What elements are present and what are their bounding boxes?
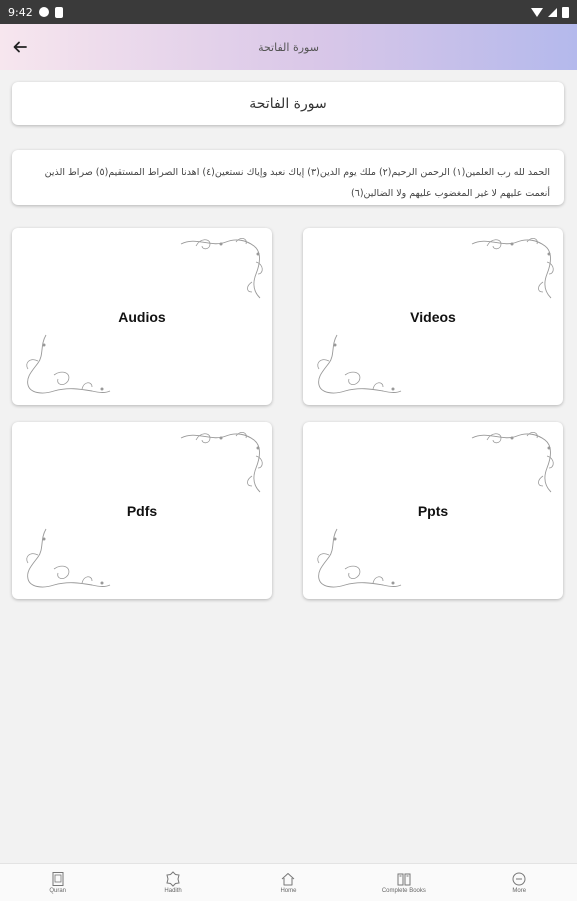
nav-hadith[interactable]: [133, 871, 213, 894]
corner-ornament-icon: [309, 525, 404, 593]
notification-icon: [39, 7, 49, 17]
audios-label: Audios: [118, 308, 166, 325]
status-time: 9:42: [8, 5, 33, 19]
audios-tile[interactable]: [12, 228, 272, 405]
videos-tile[interactable]: [303, 228, 563, 405]
nav-more[interactable]: [479, 871, 559, 894]
nav-more-label: More: [512, 888, 527, 894]
ppts-tile[interactable]: [303, 422, 563, 599]
signal-icon: [548, 8, 557, 17]
battery-icon: [562, 7, 569, 18]
corner-ornament-icon: [18, 525, 113, 593]
surah-title: سورة الفاتحة: [249, 95, 327, 112]
videos-label: Videos: [410, 308, 456, 325]
home-icon: [280, 871, 296, 887]
app-bar: [0, 24, 577, 70]
bottom-navigation: [0, 863, 577, 901]
nav-complete-books[interactable]: [364, 871, 444, 894]
back-arrow-icon: [13, 40, 27, 54]
quran-icon: [50, 871, 66, 887]
surah-title-card: [12, 82, 564, 125]
pdfs-label: Pdfs: [126, 502, 158, 519]
hadith-icon: [165, 871, 181, 887]
more-icon: [511, 871, 527, 887]
corner-ornament-icon: [467, 234, 557, 302]
corner-ornament-icon: [309, 331, 404, 399]
ppts-label: Ppts: [417, 502, 449, 519]
corner-ornament-icon: [18, 331, 113, 399]
pdfs-tile[interactable]: [12, 422, 272, 599]
sim-icon: [55, 7, 63, 18]
nav-quran[interactable]: [18, 871, 98, 894]
page-title: سورة الفاتحة: [258, 40, 319, 54]
status-bar: [0, 0, 577, 24]
corner-ornament-icon: [467, 428, 557, 496]
nav-complete-books-label: Complete Books: [381, 888, 426, 894]
books-icon: [396, 871, 412, 887]
nav-home-label: Home: [280, 888, 297, 894]
nav-home[interactable]: [248, 871, 328, 894]
corner-ornament-icon: [176, 234, 266, 302]
nav-hadith-label: Hadith: [164, 888, 182, 894]
back-button[interactable]: [8, 35, 32, 59]
verse-text: الحمد لله رب العلمين(١) الرحمن الرحيم(٢) ملك يوم الدين(٣) إياك نعبد وإياك نستعين(٤) اهدنا الصراط المستقيم(٥) صراط الذين أنعمت عليهم لا غير المغضوب عليهم ولا الضالين(٦): [44, 167, 550, 199]
wifi-icon: [531, 8, 543, 17]
verse-card: [12, 150, 564, 205]
nav-quran-label: Quran: [49, 888, 67, 894]
corner-ornament-icon: [176, 428, 266, 496]
